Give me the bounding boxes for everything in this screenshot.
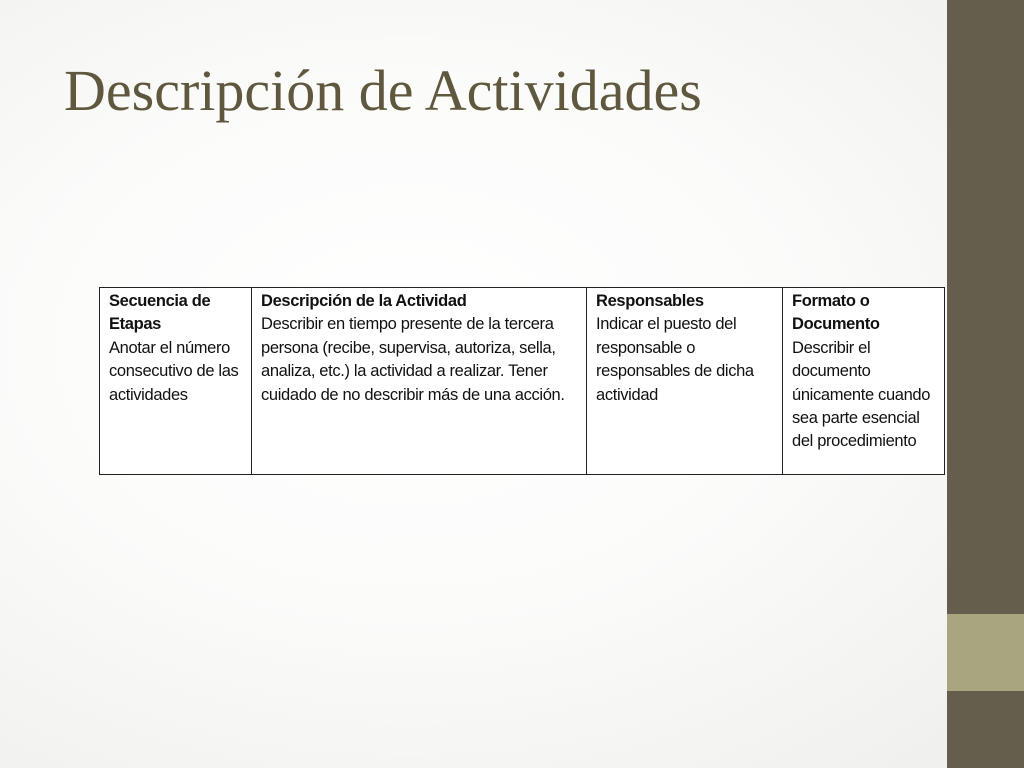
column-header: Secuencia de Etapas — [109, 292, 211, 334]
column-description: Describir en tiempo presente de la tercera persona (recibe, supervisa, autoriza, sella, analiza, etc.) la actividad a realizar. Tener cuidado de no describir más de una acción. — [261, 315, 565, 404]
table-row — [100, 288, 945, 475]
column-header: Responsables — [596, 292, 704, 310]
table-cell-descripcion — [252, 288, 587, 475]
table-cell-formato — [783, 288, 945, 475]
column-header: Descripción de la Actividad — [261, 292, 467, 310]
column-header: Formato o Documento — [792, 292, 880, 334]
slide-title: Descripción de Actividades — [64, 58, 702, 123]
table-cell-secuencia — [100, 288, 252, 475]
column-description: Anotar el número consecutivo de las actividades — [109, 338, 239, 404]
side-accent-block — [947, 614, 1024, 691]
activity-description-table — [99, 287, 945, 475]
column-description: Indicar el puesto del responsable o responsables de dicha actividad — [596, 315, 754, 404]
table-cell-responsables — [587, 288, 783, 475]
column-description: Describir el documento únicamente cuando sea parte esencial del procedimiento — [792, 338, 931, 451]
